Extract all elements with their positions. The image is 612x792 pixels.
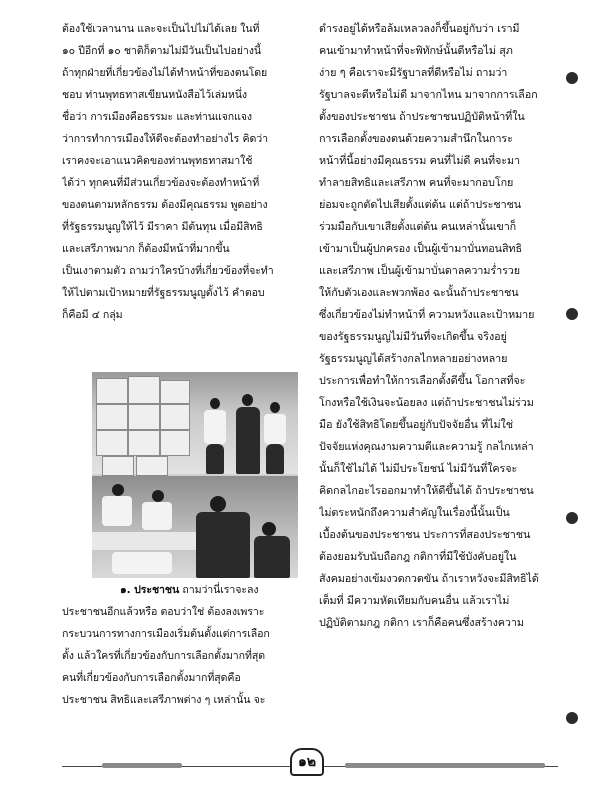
- person-head: [210, 496, 226, 512]
- person-figure: [196, 512, 250, 578]
- counting-table: [92, 532, 212, 550]
- ballot-box: [160, 430, 190, 456]
- person-figure: [266, 444, 284, 474]
- right-column: [319, 18, 557, 634]
- left-column-section: [62, 579, 298, 711]
- right-line: ตั้งของประชาชน ถ้าประชาชนปฏิบัติหน้าที่ใน: [319, 110, 525, 123]
- binder-hole: [566, 72, 578, 84]
- person-head: [112, 484, 124, 496]
- right-line: ให้กับตัวเองและพวกพ้อง ฉะนั้นถ้าประชาชน: [319, 286, 519, 299]
- binder-hole: [566, 512, 578, 524]
- person-shirt: [142, 502, 172, 530]
- ballot-box: [128, 430, 160, 456]
- photo-vote-counting: [92, 476, 298, 578]
- binder-hole: [566, 712, 578, 724]
- left-line: เราคงจะเอาแนวคิดของท่านพุทธทาสมาใช้: [62, 155, 253, 167]
- left-line: ตั้ง แล้วใครที่เกี่ยวข้องกับการเลือกตั้งมากที่สุด: [62, 650, 265, 662]
- right-line: และเสรีภาพ เป็นผู้เข้ามาบั่นดาลความร่ำรวย: [319, 264, 520, 277]
- right-line: คนเข้ามาทำหน้าที่จะพิทักษ์นั้นดีหรือไม่ สุภ: [319, 44, 513, 57]
- person-figure: [254, 536, 290, 578]
- right-line: สังคมอย่างเข้มงวดกวดขัน ถ้าเราหวังจะมีสิทธิได้: [319, 572, 539, 585]
- right-line: ซึ่งเกี่ยวข้องไม่ทำหน้าที่ ความหวังและเป้าหมาย: [319, 308, 535, 321]
- footer-issue-text: [345, 763, 545, 768]
- left-line: ที่รัฐธรรมนูญให้ไว้ มีราคา มีต้นทุน เมื่อมีสิทธิ: [62, 221, 263, 233]
- page-number: ๑๒: [290, 748, 324, 776]
- ballot-box: [160, 404, 190, 430]
- right-line: ปฏิบัติตามกฎ กติกา เราก็คือคนซึ่งสร้างความ: [319, 616, 524, 629]
- right-line: ร่วมมือกับเขาเสียตั้งแต่ต้น คนเหล่านั้นเขาก็: [319, 220, 517, 233]
- binder-hole: [566, 308, 578, 320]
- right-line: ทำลายสิทธิและเสรีภาพ คนที่จะมากอบโกย: [319, 176, 514, 189]
- left-line: และเสรีภาพมาก ก็ต้องมีหน้าที่มากขึ้น: [62, 243, 230, 255]
- left-line: ประชาชนอีกแล้วหรือ ตอบว่าใช่ ต้องลงเพราะ: [62, 606, 265, 618]
- right-line: ประการเพื่อทำให้การเลือกตั้งดีขึ้น โอกาสที่จะ: [319, 374, 526, 387]
- left-line: ต้องใช้เวลานาน และจะเป็นไปไม่ได้เลย ในที่: [62, 23, 260, 35]
- left-line: ถ้าทุกฝ่ายที่เกี่ยวข้องไม่ได้ทำหน้าที่ของตนโดย: [62, 67, 268, 79]
- left-column: [62, 18, 298, 326]
- footer-issue-info: [345, 760, 558, 772]
- section-heading-rest: ถามว่านี่เราจะลง: [182, 584, 259, 596]
- footer-publication-title: [62, 760, 262, 772]
- ballot-box: [96, 404, 128, 430]
- person-head: [210, 398, 220, 409]
- person-figure: [236, 407, 260, 474]
- photo-ballot-boxes: [92, 372, 298, 474]
- person-figure: [206, 444, 224, 474]
- right-line: นั้นก็ใช้ไม่ได้ ไม่มีประโยชน์ ไม่มีวันที่ใครจะ: [319, 462, 518, 475]
- election-photo: [92, 372, 298, 578]
- right-line: เข้ามาเป็นผู้ปกครอง เป็นผู้เข้ามาบั่นทอนสิทธิ: [319, 242, 522, 255]
- left-line: ได้ว่า ทุกคนที่มีส่วนเกี่ยวข้องจะต้องทำหน้าที่: [62, 177, 260, 189]
- right-line: ดำรงอยู่ได้หรือล้มเหลวลงก็ขึ้นอยู่กับว่า เรามี: [319, 22, 520, 35]
- right-line: โกงหรือใช้เงินจะน้อยลง แต่ถ้าประชาชนไม่ร่วม: [319, 396, 534, 409]
- right-line: เบื้องต้นของประชาชน ประการที่สองประชาชน: [319, 528, 531, 541]
- left-line: ของตนตามหลักธรรม ต้องมีคุณธรรม พูดอย่าง: [62, 199, 268, 211]
- right-line: เต็มที่ มีความหัดเทียมกับคนอื่น แล้วเราไม่: [319, 594, 510, 607]
- right-line: ปัจจัยแห่งคุณงามความดีและความรู้ กลไกเหล่า: [319, 440, 534, 453]
- right-line: ย่อมจะถูกตัดไปเสียตั้งแต่ต้น แต่ถ้าประชาชน: [319, 198, 522, 211]
- right-line: หน้าที่นี้อย่างมีคุณธรรม คนที่ไม่ดี คนที่จะมา: [319, 154, 520, 167]
- footer-title-text: [102, 763, 182, 768]
- right-line: รัฐธรรมนูญได้สร้างกลไกหลายอย่างหลาย: [319, 352, 508, 365]
- person-head: [262, 522, 276, 536]
- left-line: เป็นเงาตามตัว ถามว่าใครบ้างที่เกี่ยวข้องที่จะทำ: [62, 265, 274, 277]
- section-heading-line: [62, 579, 298, 601]
- left-line: ว่าการทำการเมืองให้ดีจะต้องทำอย่างไร คิดว่า: [62, 133, 268, 145]
- ballot-box: [136, 456, 168, 476]
- person-head: [152, 490, 164, 502]
- person-shirt: [204, 410, 226, 444]
- right-line: รัฐบาลจะดีหรือไม่ดี มาจากไหน มาจากการเลือก: [319, 88, 538, 101]
- right-line: ไม่ตระหนักถึงความสำคัญในเรื่องนี้นั้นเป็น: [319, 506, 510, 519]
- left-line: ชื่อว่า การเมืองคือธรรมะ และท่านแจกแจง: [62, 111, 252, 123]
- left-line: คนที่เกี่ยวข้องกับการเลือกตั้งมากที่สุดคือ: [62, 672, 241, 684]
- person-head: [270, 402, 280, 413]
- left-line: ให้ไปตามเป้าหมายที่รัฐธรรมนูญตั้งไว้ คำตอบ: [62, 287, 265, 299]
- left-line: ชอบ ท่านพุทธทาสเขียนหนังสือไว้เล่มหนึ่ง: [62, 89, 247, 101]
- ballot-box: [160, 380, 190, 404]
- person-shirt: [264, 414, 286, 444]
- left-line: ประชาชน สิทธิและเสรีภาพต่าง ๆ เหล่านั้น จะ: [62, 694, 266, 706]
- right-line: ต้องยอมรับนับถือกฎ กติกาที่มีใช้บังคับอยู่ใน: [319, 550, 517, 563]
- person-shirt: [102, 496, 132, 526]
- right-line: ง่าย ๆ คือเราจะมีรัฐบาลที่ดีหรือไม่ ถามว่า: [319, 66, 508, 79]
- ballot-box: [102, 456, 134, 476]
- person-head: [242, 394, 253, 406]
- ballot-box: [96, 430, 128, 456]
- left-line: ๑๐ ปีอีกที่ ๑๐ ชาติก็ตามไม่มีวันเป็นไปอย่างนี้: [62, 45, 261, 57]
- section-heading: ๑. ประชาชน: [120, 584, 180, 596]
- right-line: มือ ยังใช้สิทธิโดยขึ้นอยู่กับปัจจัยอื่น ที่ไม่ใช่: [319, 418, 513, 431]
- right-line: คิดกลไกอะไรออกมาทำให้ดีขึ้นได้ ถ้าประชาชน: [319, 484, 534, 497]
- ballot-box: [96, 378, 128, 404]
- left-line: กระบวนการทางการเมืองเริ่มต้นตั้งแต่การเลือก: [62, 628, 270, 640]
- ballot-papers: [112, 552, 172, 574]
- right-line: ของรัฐธรรมนูญไม่มีวันที่จะเกิดขึ้น จริงอยู่: [319, 330, 507, 343]
- left-line: ก็คือมี ๔ กลุ่ม: [62, 309, 123, 321]
- right-line: การเลือกตั้งของตนด้วยความสำนึกในการะ: [319, 132, 513, 145]
- ballot-box: [128, 376, 160, 404]
- ballot-box: [128, 404, 160, 430]
